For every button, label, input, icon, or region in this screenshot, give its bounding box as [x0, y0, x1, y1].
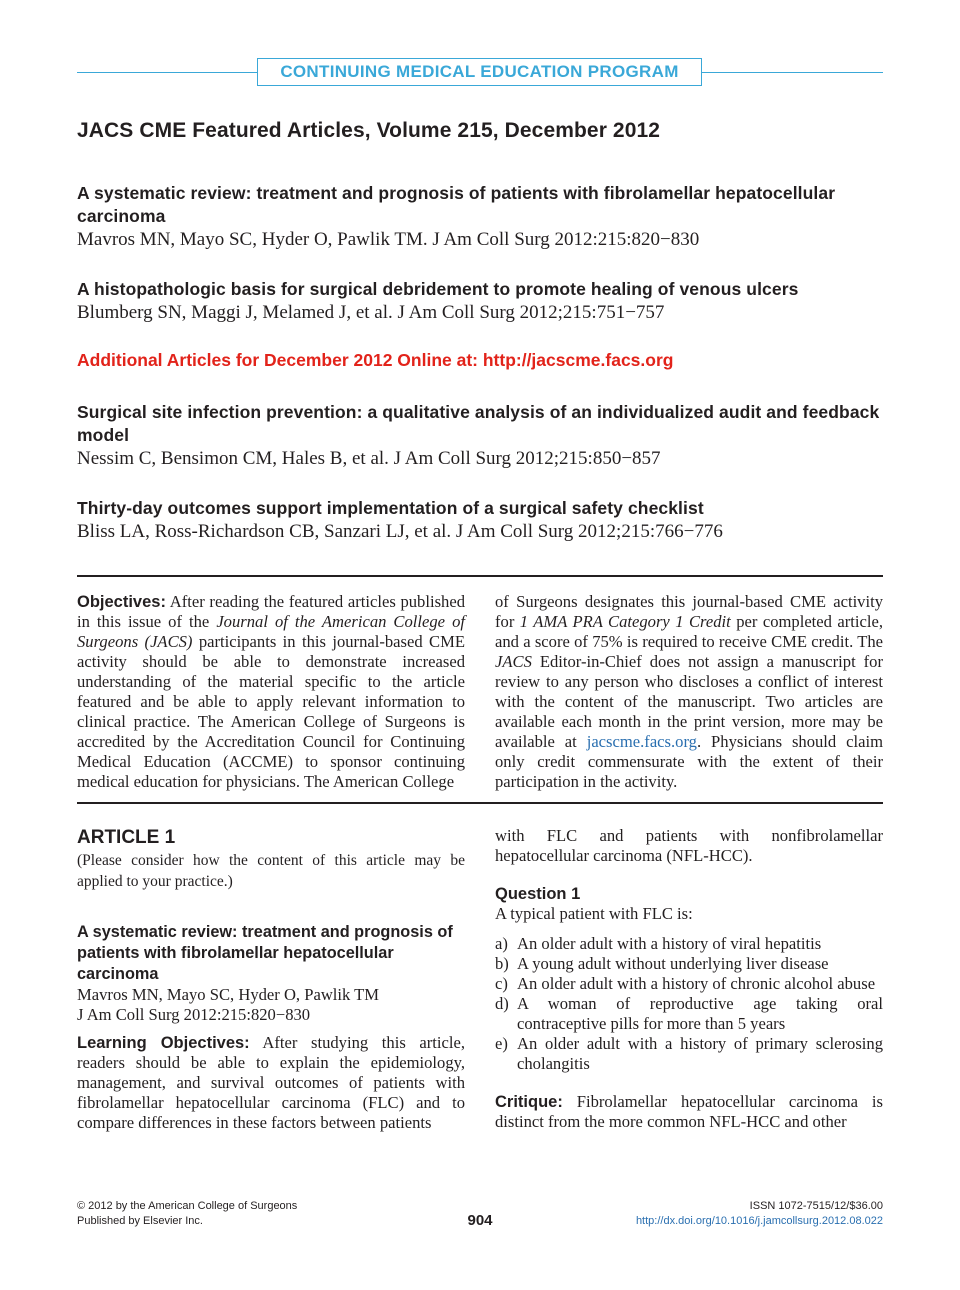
option-text: An older adult with a history of chronic alcohol abuse: [517, 974, 876, 993]
answer-option-e: [495, 1034, 883, 1074]
option-key: b): [495, 954, 509, 973]
featured-article-title: A histopathologic basis for surgical debridement to promote healing of venous ulcers: [77, 279, 799, 299]
footer-left: [77, 1199, 297, 1229]
learning-objectives: [77, 1033, 465, 1133]
critique-text: Fibrolamellar hepatocellular carcinoma is distinct from the more common NFL-HCC and other: [495, 1092, 883, 1131]
online-article-title: Thirty-day outcomes support implementation of a surgical safety checklist: [77, 498, 704, 518]
page-number: 904: [467, 1212, 493, 1229]
option-key: e): [495, 1034, 508, 1053]
objectives-label: Objectives:: [77, 593, 166, 611]
objectives-text: of Surgeons designates this journal-based CME activity for: [495, 592, 883, 631]
objectives-text: per completed article, and a score of 75% is required to receive CME credit. The: [495, 612, 883, 651]
featured-article-2: [77, 278, 883, 324]
answer-option-c: [495, 974, 883, 994]
option-key: a): [495, 934, 508, 953]
online-article-citation: Bliss LA, Ross-Richardson CB, Sanzari LJ, et al. J Am Coll Surg 2012;215:766−776: [77, 521, 723, 542]
objectives-text: Editor-in-Chief does not assign a manuscript for review to any person who discloses a conflict of interest with the content of the manuscript. Two articles are available each month in the print version, more may be available at: [495, 652, 883, 751]
page-title: JACS CME Featured Articles, Volume 215, December 2012: [77, 119, 661, 142]
question-heading: Question 1: [495, 885, 581, 903]
issn: ISSN 1072-7515/12/$36.00: [749, 1200, 883, 1212]
article-note: (Please consider how the content of this article may be applied to your practice.): [77, 852, 465, 890]
option-text: A young adult without underlying liver disease: [517, 954, 829, 973]
footer-right: [636, 1199, 883, 1229]
online-articles-link[interactable]: Additional Articles for December 2012 Online at: http://jacscme.facs.org: [77, 350, 674, 370]
answer-option-d: [495, 994, 883, 1034]
jacs-name: JACS: [495, 652, 532, 671]
option-text: A woman of reproductive age taking oral contraceptive pills for more than 5 years: [517, 994, 883, 1033]
banner-rule-right: [702, 72, 883, 73]
learning-objectives-continued: with FLC and patients with nonfibrolamellar hepatocellular carcinoma (NFL-HCC).: [495, 826, 883, 865]
publisher: Published by Elsevier Inc.: [77, 1215, 203, 1227]
jacscme-link[interactable]: jacscme.facs.org: [586, 732, 697, 751]
answer-option-a: [495, 934, 883, 954]
doi-link[interactable]: http://dx.doi.org/10.1016/j.jamcollsurg.2012.08.022: [635, 1215, 883, 1227]
featured-article-title: A systematic review: treatment and prognosis of patients with fibrolamellar hepatocellular carcinoma: [77, 183, 836, 226]
option-text: An older adult with a history of primary sclerosing cholangitis: [517, 1034, 883, 1073]
objectives-left: [77, 592, 465, 792]
article-authors: Mavros MN, Mayo SC, Hyder O, Pawlik TM: [77, 985, 380, 1004]
online-article-1: [77, 401, 883, 470]
article-title: A systematic review: treatment and prognosis of patients with fibrolamellar hepatocellular carcinoma: [77, 923, 453, 983]
learning-objectives-label: Learning Objectives:: [77, 1034, 250, 1052]
objectives-text: . Physicians should claim only credit commensurate with the extent of their participation in the activity.: [495, 732, 883, 791]
featured-article-1: [77, 182, 883, 251]
objectives-text: After reading the featured articles published in this issue of the: [77, 592, 465, 631]
option-key: d): [495, 994, 509, 1013]
article-heading: ARTICLE 1: [77, 827, 176, 848]
answer-options: [495, 934, 883, 1074]
objectives-rule-bottom: [77, 802, 883, 804]
online-article-2: [77, 497, 883, 543]
copyright: © 2012 by the American College of Surgeons: [77, 1200, 298, 1212]
journal-name: Journal of the American College of Surgeons (JACS): [77, 612, 465, 651]
answer-option-b: [495, 954, 883, 974]
learning-objectives-text: After studying this article, readers should be able to explain the epidemiology, management, and survival outcomes of patients with fibrolamellar hepatocellular carcinoma (FLC) and to compare differences in these factors between patients: [77, 1033, 465, 1132]
critique-label: Critique:: [495, 1093, 563, 1111]
article-left-column: [77, 826, 465, 1133]
featured-article-citation: Mavros MN, Mayo SC, Hyder O, Pawlik TM. J Am Coll Surg 2012:215:820−830: [77, 229, 700, 250]
banner-rule-left: [77, 72, 257, 73]
question-stem: A typical patient with FLC is:: [495, 904, 693, 923]
article-journal: J Am Coll Surg 2012:215:820−830: [77, 1005, 311, 1024]
critique: [495, 1092, 883, 1132]
credit-name: 1 AMA PRA Category 1 Credit: [519, 612, 731, 631]
program-banner: CONTINUING MEDICAL EDUCATION PROGRAM: [257, 58, 702, 86]
option-key: c): [495, 974, 508, 993]
online-article-citation: Nessim C, Bensimon CM, Hales B, et al. J Am Coll Surg 2012;215:850−857: [77, 448, 661, 469]
objectives-rule-top: [77, 575, 883, 577]
online-article-title: Surgical site infection prevention: a qualitative analysis of an individualized audit and feedback model: [77, 402, 880, 445]
featured-article-citation: Blumberg SN, Maggi J, Melamed J, et al. J Am Coll Surg 2012;215:751−757: [77, 302, 665, 323]
objectives-text: participants in this journal-based CME activity should be able to demonstrate increased understanding of the material specific to the article featured and be able to apply relevant information to clinical practice. The American College of Surgeons is accredited by the Accreditation Council for Continuing Medical Education (ACCME) to sponsor continuing medical education for physicians. The American College: [77, 632, 465, 791]
article-right-column: [495, 826, 883, 1132]
option-text: An older adult with a history of viral hepatitis: [517, 934, 822, 953]
objectives-right: [495, 592, 883, 792]
